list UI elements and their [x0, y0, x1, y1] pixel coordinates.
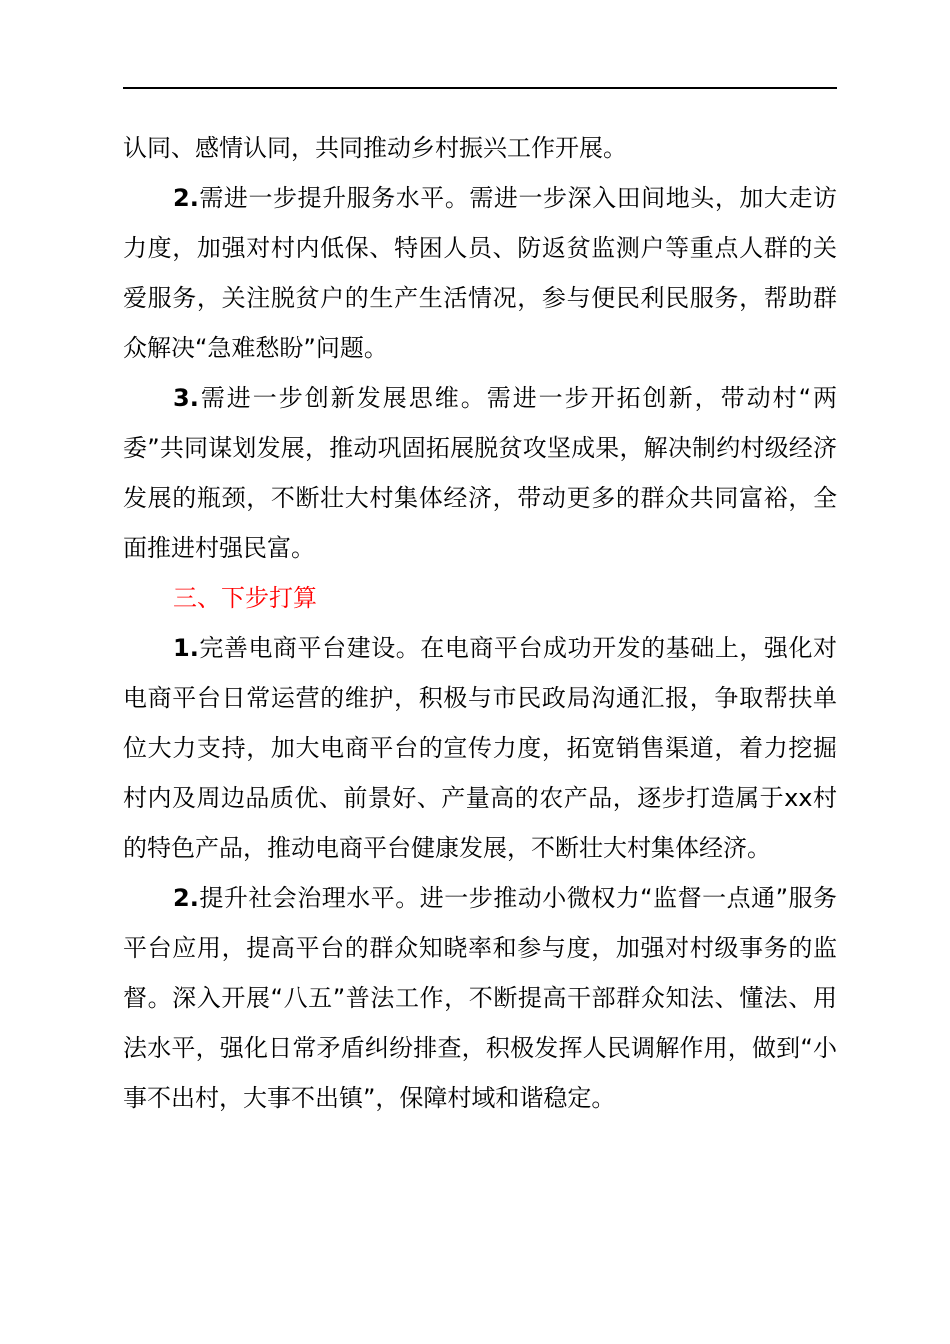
section-heading [123, 573, 837, 623]
paragraph-number: 2. [173, 184, 199, 212]
header-rule [123, 87, 837, 89]
paragraph-item-2-service [123, 173, 837, 373]
paragraph-item-1-ecommerce [123, 623, 837, 873]
paragraph-item-2-governance [123, 873, 837, 1123]
section-heading-text: 三、下步打算 [173, 584, 317, 612]
paragraph-number: 2. [173, 884, 199, 912]
paragraph-text: 完善电商平台建设。在电商平台成功开发的基础上，强化对电商平台日常运营的维护，积极与市民政局沟通汇报，争取帮扶单位大力支持，加大电商平台的宣传力度，拓宽销售渠道，着力挖掘村内及周边品质优、前景好、产量高的农产品，逐步打造属于xx村的特色产品，推动电商平台健康发展，不断壮大村集体经济。 [123, 634, 837, 862]
paragraph-number: 1. [173, 634, 199, 662]
paragraph-number: 3. [173, 384, 199, 412]
paragraph-text: 认同、感情认同，共同推动乡村振兴工作开展。 [123, 134, 627, 162]
paragraph-continuation [123, 123, 837, 173]
paragraph-item-3-innovation [123, 373, 837, 573]
paragraph-text: 需进一步提升服务水平。需进一步深入田间地头，加大走访力度，加强对村内低保、特困人员、防返贫监测户等重点人群的关爱服务，关注脱贫户的生产生活情况，参与便民利民服务，帮助群众解决“急难愁盼”问题。 [123, 184, 837, 362]
paragraph-text: 提升社会治理水平。进一步推动小微权力“监督一点通”服务平台应用，提高平台的群众知晓率和参与度，加强对村级事务的监督。深入开展“八五”普法工作，不断提高干部群众知法、懂法、用法水平，强化日常矛盾纠纷排查，积极发挥人民调解作用，做到“小事不出村，大事不出镇”，保障村域和谐稳定。 [123, 884, 837, 1112]
paragraph-text: 需进一步创新发展思维。需进一步开拓创新，带动村“两委”共同谋划发展，推动巩固拓展脱贫攻坚成果，解决制约村级经济发展的瓶颈，不断壮大村集体经济，带动更多的群众共同富裕，全面推进村强民富。 [123, 384, 837, 562]
document-body [123, 123, 837, 1123]
